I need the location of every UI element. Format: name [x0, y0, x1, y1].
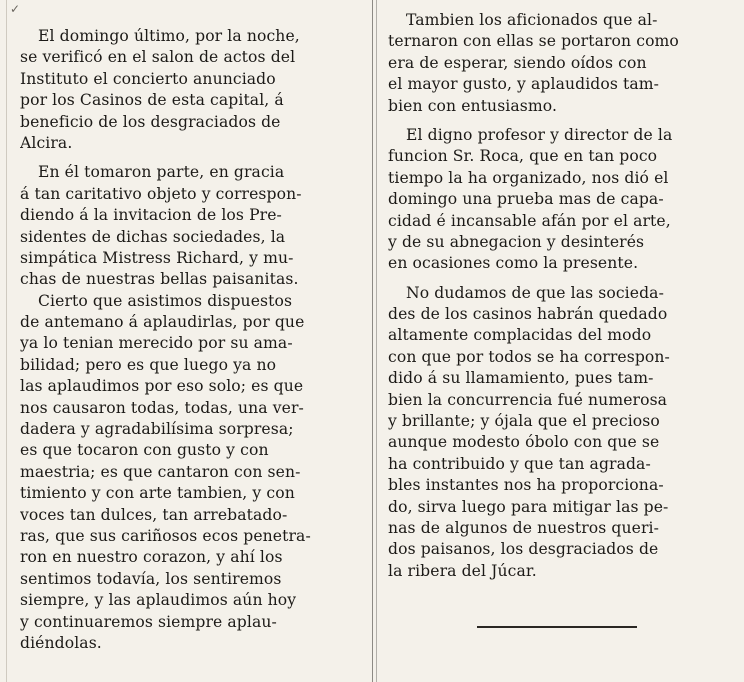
paragraph-line: ternaron con ellas se portaron como: [388, 32, 679, 51]
paragraph-line: se verificó en el salon de actos del: [20, 48, 296, 67]
paragraph-line: ras, que sus cariñosos ecos penetra-: [20, 526, 311, 545]
paragraph-line: sidentes de dichas sociedades, la: [20, 227, 286, 246]
paragraph-line: siempre, y las aplaudimos aún hoy: [20, 591, 297, 610]
paragraph-line: maestria; es que cantaron con sen-: [20, 462, 301, 481]
paragraph-line: diendo á la invitacion de los Pre-: [20, 206, 282, 225]
paragraph-line: y brillante; y ójala que el precioso: [388, 412, 660, 431]
paragraph-line: dadera y agradabilísima sorpresa;: [20, 420, 294, 439]
page-edge: [6, 0, 7, 682]
paragraph-line: Instituto el concierto anunciado: [20, 69, 276, 88]
paragraph-line: bien la concurrencia fué numerosa: [388, 390, 668, 409]
column-divider: [372, 0, 373, 682]
paragraph-line: ya lo tenian merecido por su ama-: [20, 334, 293, 353]
paragraph-line: la ribera del Júcar.: [388, 561, 537, 580]
column-divider-inner: [376, 0, 377, 682]
paragraph-line: No dudamos de que las socieda-: [406, 283, 664, 302]
paragraph-line: en ocasiones como la presente.: [388, 254, 639, 273]
paragraph-line: de antemano á aplaudirlas, por que: [20, 313, 305, 332]
paragraph-line: dido á su llamamiento, pues tam-: [388, 369, 654, 388]
paragraph-line: do, sirva luego para mitigar las pe-: [388, 497, 669, 516]
paragraph-line: voces tan dulces, tan arrebatado-: [20, 505, 288, 524]
paragraph-line: altamente complacidas del modo: [388, 326, 652, 345]
paragraph-line: y de su abnegacion y desinterés: [388, 232, 645, 251]
paragraph-line: El domingo último, por la noche,: [38, 27, 300, 45]
paragraph-line: las aplaudimos por eso solo; es que: [20, 377, 304, 396]
paragraph-line: bles instantes nos ha proporciona-: [388, 476, 664, 495]
paragraph-line: des de los casinos habrán quedado: [388, 305, 668, 324]
paragraph-line: sentimos todavía, los sentiremos: [20, 569, 282, 588]
paragraph-line: el mayor gusto, y aplaudidos tam-: [388, 75, 660, 94]
paragraph-line: por los Casinos de esta capital, á: [20, 91, 284, 110]
paragraph-line: domingo una prueba mas de capa-: [388, 190, 664, 209]
left-column: [20, 26, 358, 654]
paragraph-line: á tan caritativo objeto y correspon-: [20, 184, 302, 203]
paragraph-line: cidad é incansable afán por el arte,: [388, 211, 671, 230]
paragraph-line: El digno profesor y director de la: [406, 125, 673, 144]
paragraph-line: era de esperar, siendo oídos con: [388, 53, 647, 72]
paragraph-line: timiento y con arte tambien, y con: [20, 484, 295, 503]
paragraph-line: Tambien los aficionados que al-: [406, 11, 658, 29]
paragraph-line: dos paisanos, los desgraciados de: [388, 540, 659, 559]
paragraph-line: beneficio de los desgraciados de: [20, 112, 281, 131]
paragraph-line: simpática Mistress Richard, y mu-: [20, 248, 294, 267]
paragraph-line: y continuaremos siempre aplau-: [20, 612, 277, 631]
paragraph-line: bilidad; pero es que luego ya no: [20, 355, 277, 374]
paragraph-line: tiempo la ha organizado, nos dió el: [388, 168, 669, 187]
section-rule: [477, 626, 637, 628]
paragraph-line: Alcira.: [20, 133, 73, 152]
ink-mark: ✓: [10, 2, 21, 16]
paragraph-line: es que tocaron con gusto y con: [20, 441, 269, 460]
paragraph-line: ron en nuestro corazon, y ahí los: [20, 548, 283, 567]
paragraph-line: Cierto que asistimos dispuestos: [38, 291, 293, 310]
paragraph-line: aunque modesto óbolo con que se: [388, 433, 660, 452]
paragraph-line: funcion Sr. Roca, que en tan poco: [388, 147, 658, 166]
right-column: [388, 10, 726, 582]
paragraph-line: nas de algunos de nuestros queri-: [388, 518, 659, 537]
paragraph-line: ha contribuido y que tan agrada-: [388, 454, 651, 473]
paragraph-line: bien con entusiasmo.: [388, 96, 558, 115]
paragraph-line: diéndolas.: [20, 633, 102, 652]
paragraph-line: con que por todos se ha correspon-: [388, 347, 670, 366]
paragraph-line: chas de nuestras bellas paisanitas.: [20, 270, 299, 289]
paragraph-line: nos causaron todas, todas, una ver-: [20, 398, 304, 417]
paragraph-line: En él tomaron parte, en gracia: [38, 163, 285, 182]
